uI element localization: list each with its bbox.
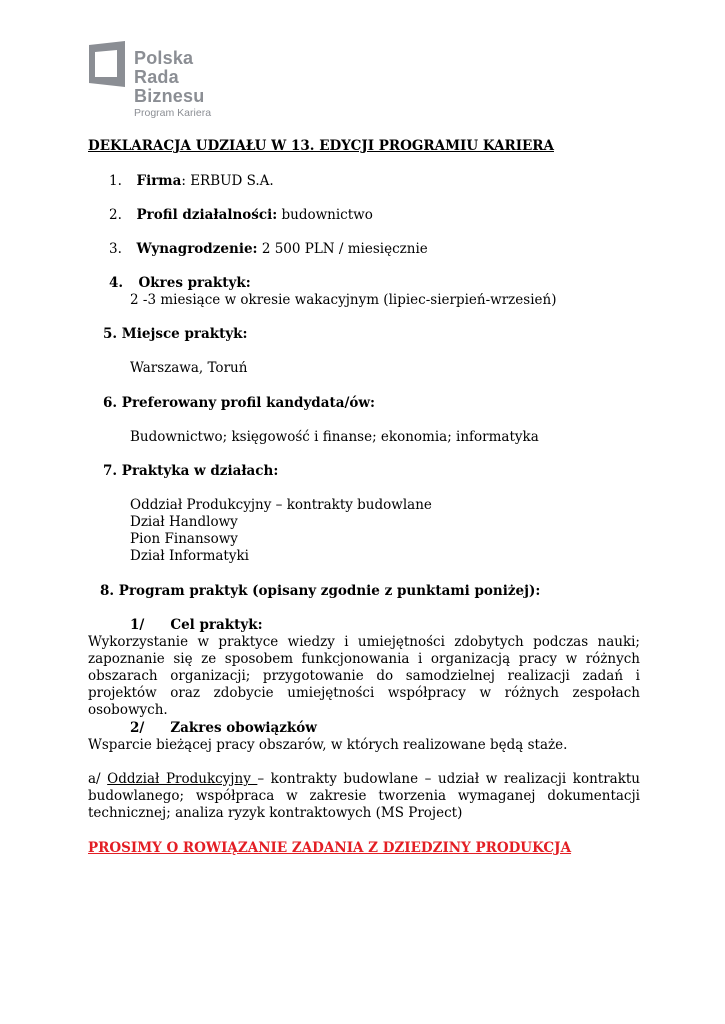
logo-line-3: Biznesu [134, 86, 205, 106]
item-label: Preferowany profil kandydata/ów: [121, 395, 376, 411]
item-label: Okres praktyk: [138, 275, 251, 291]
subitem-department: Oddział Produkcyjny [107, 771, 258, 787]
item-5-value: Warszawa, Toruń [130, 360, 248, 376]
document-title: DEKLARACJA UDZIAŁU W 13. EDYCJI PROGRAMIU KARIERA [88, 138, 554, 154]
item-label: Program praktyk (opisany zgodnie z punktami poniżej): [118, 583, 541, 599]
department-item: Pion Finansowy [130, 531, 238, 547]
item-4-heading [109, 275, 251, 292]
item-3 [109, 241, 428, 258]
item-label: Wynagrodzenie: [136, 241, 258, 257]
item-5-heading [103, 326, 248, 343]
item-label: Praktyka w działach: [121, 463, 279, 479]
item-label: Firma [136, 173, 182, 189]
subitem-text: – kontrakty budowlane – udział w realizacji kontraktu budowlanego; współpraca w zakresie tworzenia wymaganej dokumentacji technicznej; analiza ryzyk kontraktowych (MS Project) [88, 771, 640, 821]
item-2 [109, 207, 373, 224]
item-number: 8. [100, 583, 115, 599]
notice-banner: PROSIMY O ROWIĄZANIE ZADANIA Z DZIEDZINY PRODUKCJA [88, 840, 572, 856]
section-number: 1/ [130, 617, 145, 633]
item-label: Miejsce praktyk: [121, 326, 248, 342]
logo-line-2: Rada [134, 67, 179, 87]
item-separator: : [181, 173, 191, 189]
logo-line-1: Polska [134, 48, 194, 68]
item-value: budownictwo [277, 207, 373, 223]
item-number: 6. [103, 395, 118, 411]
item-number: 4. [109, 275, 124, 291]
item-value: 2 500 PLN / miesięcznie [257, 241, 428, 257]
item-6-heading [103, 395, 375, 412]
department-list [130, 497, 432, 565]
section-1-heading [130, 617, 263, 634]
section-1-text: Wykorzystanie w praktyce wiedzy i umiejętności zdobytych podczas nauki; zapoznanie się ze sposobem funkcjonowania i organizacją pracy w różnych obszarach organizacji; przygotowanie do samodzielnej realizacji zadań i projektów oraz zdobycie umiejętności współpracy w różnych zespołach osobowych. [88, 634, 640, 718]
item-number: 5. [103, 326, 118, 342]
section-2-subitem [88, 771, 640, 822]
department-item: Dział Handlowy [130, 514, 238, 530]
item-number: 1. [109, 173, 122, 189]
item-1 [109, 173, 274, 190]
item-number: 2. [109, 207, 122, 223]
item-7-heading [103, 463, 278, 480]
item-4-value: 2 -3 miesiące w okresie wakacyjnym (lipiec-sierpień-wrzesień) [130, 292, 557, 308]
subitem-prefix: a/ [88, 771, 108, 787]
item-label: Profil działalności: [136, 207, 278, 223]
department-item: Oddział Produkcyjny – kontrakty budowlane [130, 497, 432, 513]
section-2-heading [130, 720, 317, 737]
section-number: 2/ [130, 720, 145, 736]
section-2-text: Wsparcie bieżącej pracy obszarów, w których realizowane będą staże. [88, 737, 568, 753]
logo-mark-icon [87, 41, 127, 87]
logo-text [134, 49, 211, 120]
item-8-heading [100, 583, 540, 600]
item-number: 3. [109, 241, 122, 257]
item-number: 7. [103, 463, 118, 479]
logo-subtitle: Program Kariera [134, 107, 212, 119]
item-value: ERBUD S.A. [190, 173, 274, 189]
section-title: Zakres obowiązków [170, 720, 317, 736]
item-6-value: Budownictwo; księgowość i finanse; ekonomia; informatyka [130, 429, 539, 445]
department-item: Dział Informatyki [130, 548, 249, 564]
section-title: Cel praktyk: [170, 617, 263, 633]
